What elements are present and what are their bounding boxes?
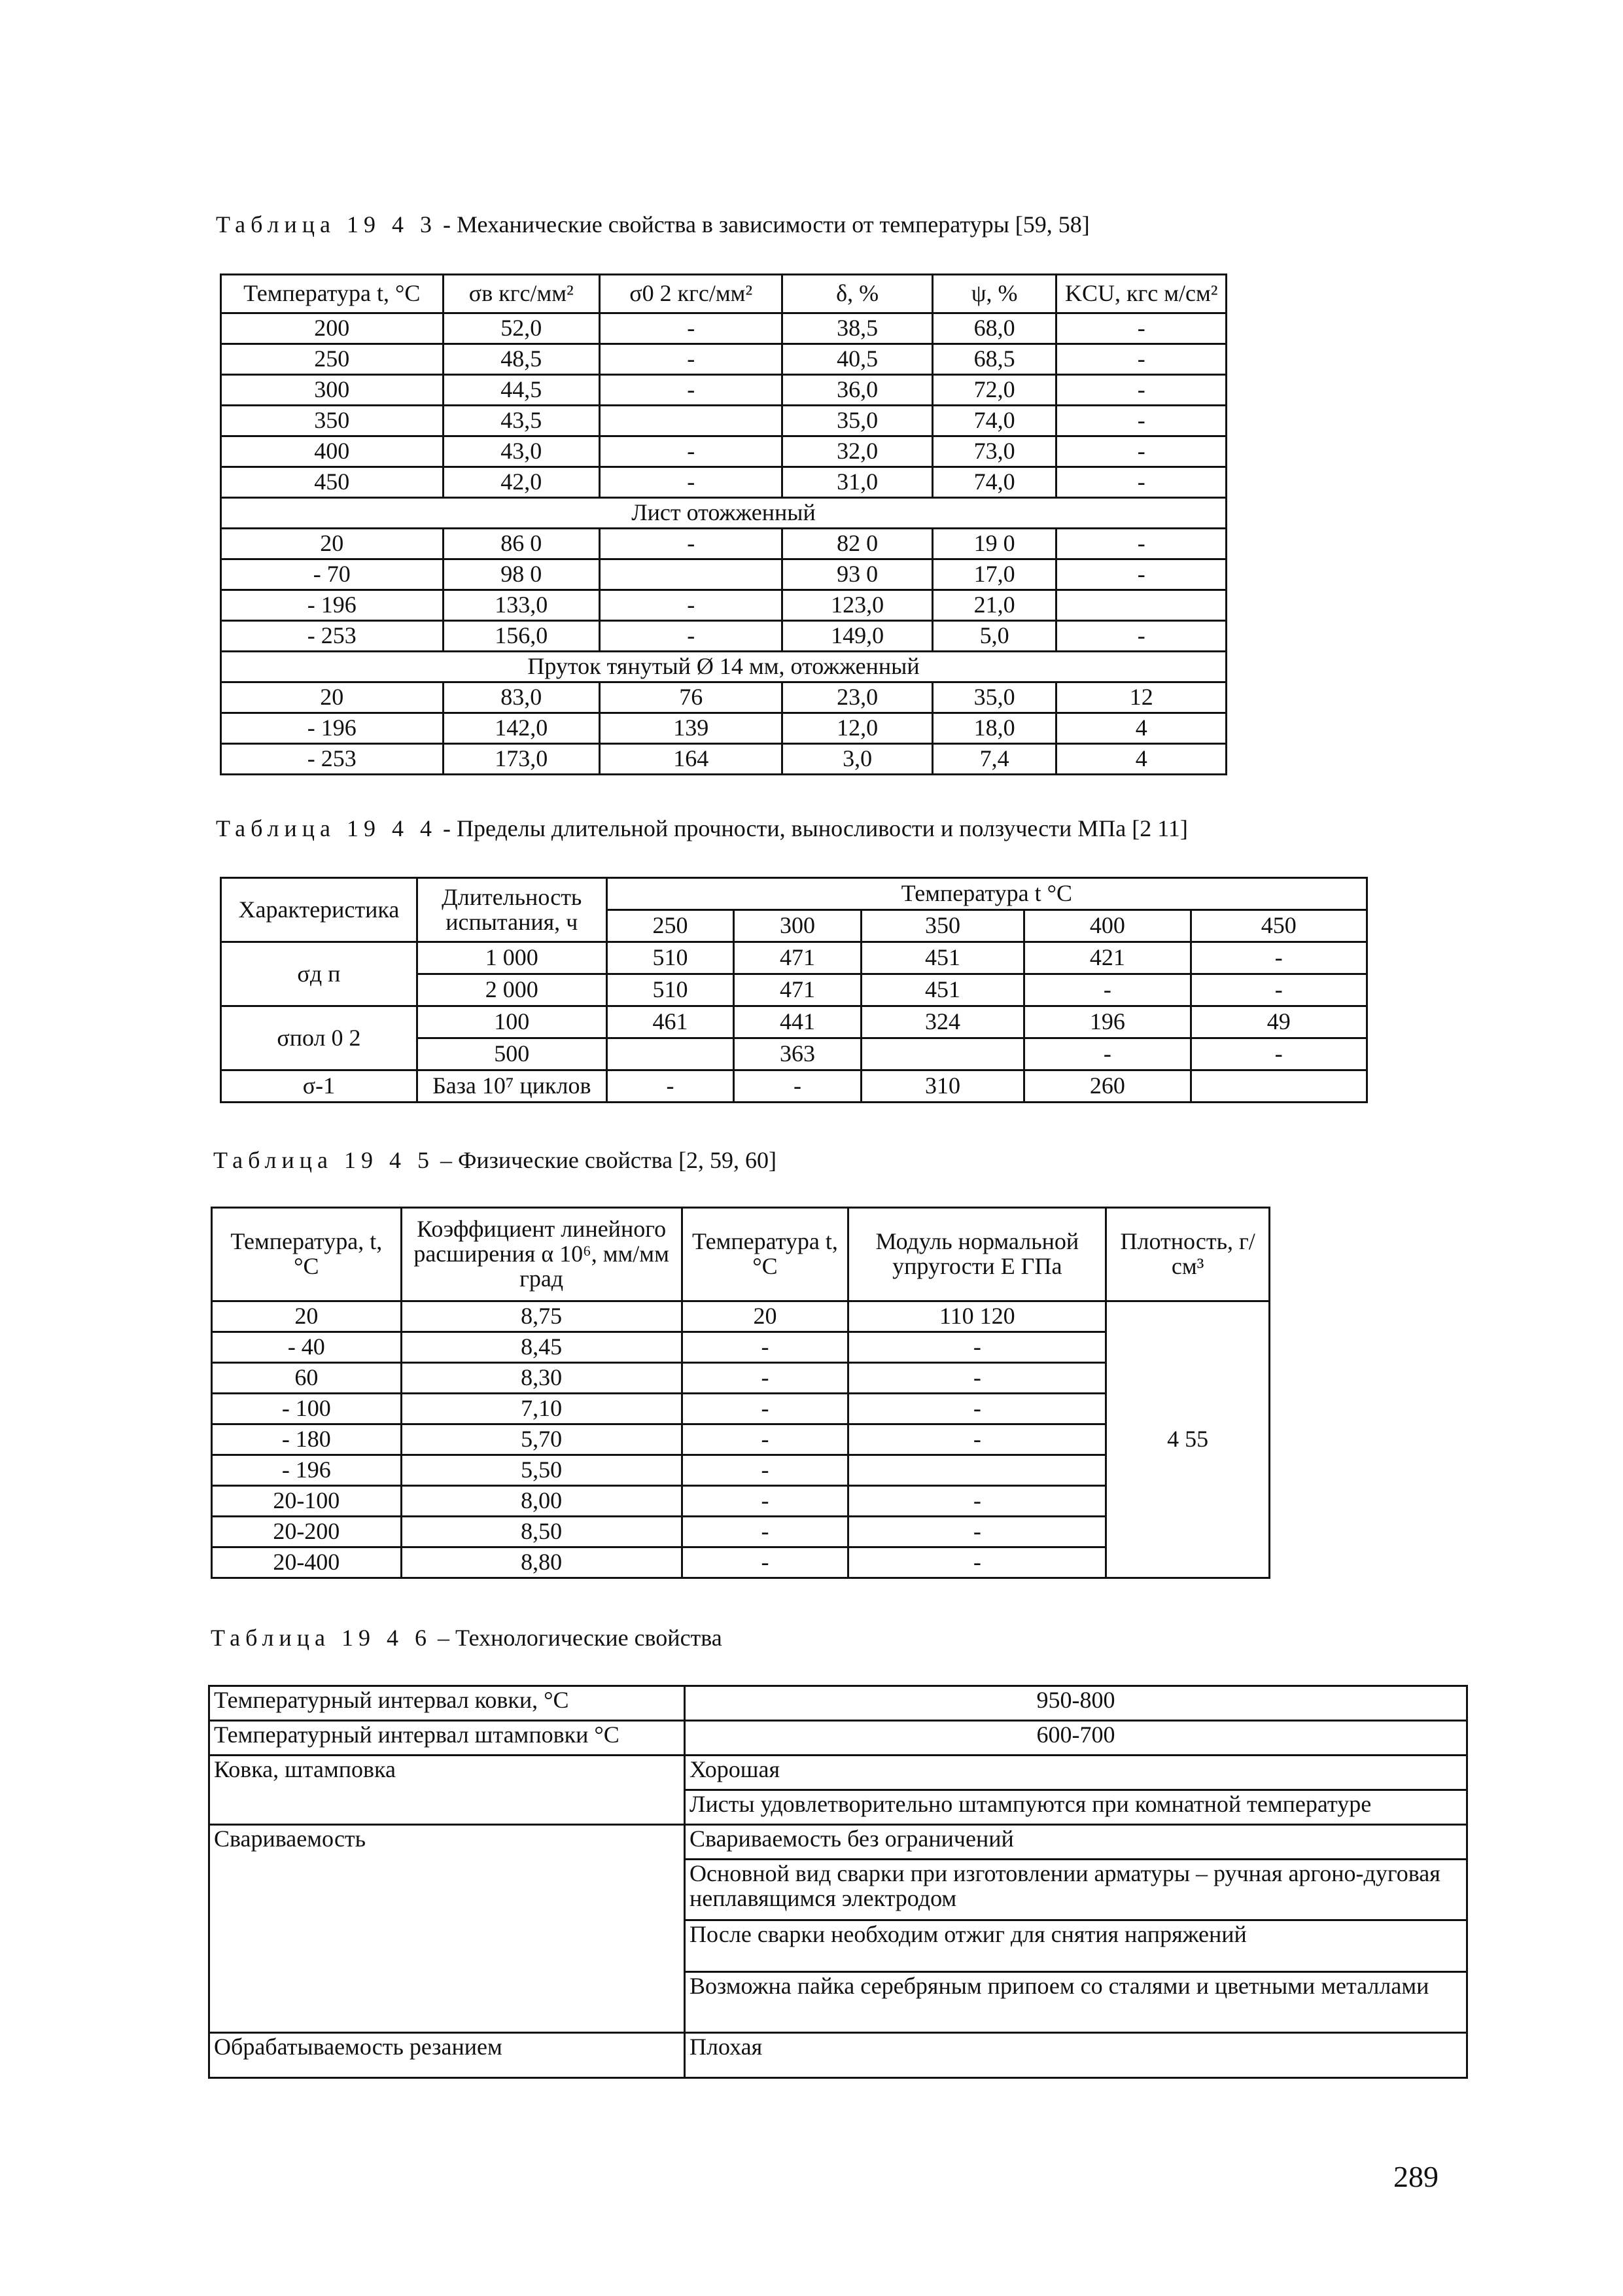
t1-cell: 123,0 bbox=[782, 590, 933, 621]
t2-cell: 510 bbox=[606, 974, 734, 1006]
t1-cell: 73,0 bbox=[932, 436, 1056, 467]
t2-cell: 461 bbox=[606, 1006, 734, 1038]
t2-group-sigma-dp: σд п bbox=[221, 942, 417, 1006]
t3-cell bbox=[848, 1455, 1106, 1486]
t2-cell: - bbox=[1191, 942, 1367, 974]
t2-cell: 260 bbox=[1024, 1070, 1191, 1103]
t1-cell: 450 bbox=[221, 467, 444, 498]
t1-header-sigma-02: σ0 2 кгс/мм² bbox=[600, 275, 782, 313]
t2-cell: - bbox=[1191, 1038, 1367, 1070]
t4-value-stamping-range: 600-700 bbox=[685, 1721, 1467, 1756]
t1-cell: - 70 bbox=[221, 559, 444, 590]
t1-cell: - 253 bbox=[221, 621, 444, 652]
t3-header-expansion: Коэффициент линейного расширения α 10⁶, мм/мм град bbox=[401, 1208, 682, 1301]
table-1943-caption-text: - Механические свойства в зависимости от температуры [59, 58] bbox=[442, 211, 1090, 238]
t1-cell: 164 bbox=[600, 744, 782, 775]
t1-cell: 68,5 bbox=[932, 344, 1056, 375]
t1-cell: - bbox=[600, 529, 782, 559]
t3-cell: - bbox=[848, 1517, 1106, 1547]
t1-cell: 23,0 bbox=[782, 682, 933, 713]
t1-cell: 35,0 bbox=[932, 682, 1056, 713]
t1-cell: 43,5 bbox=[443, 406, 600, 436]
t1-cell: - bbox=[1056, 467, 1227, 498]
t2-cell: 49 bbox=[1191, 1006, 1367, 1038]
t3-header-temp2: Температура t, °С bbox=[682, 1208, 848, 1301]
t1-cell bbox=[1056, 590, 1227, 621]
t1-cell: 31,0 bbox=[782, 467, 933, 498]
t3-cell: 5,50 bbox=[401, 1455, 682, 1486]
t1-cell: 98 0 bbox=[443, 559, 600, 590]
t1-row bbox=[221, 467, 1227, 498]
t2-cell: 471 bbox=[734, 974, 862, 1006]
t1-cell: - bbox=[1056, 344, 1227, 375]
t3-cell: 20-200 bbox=[212, 1517, 402, 1547]
t3-cell: - bbox=[848, 1363, 1106, 1394]
t1-row bbox=[221, 744, 1227, 775]
t1-cell: 20 bbox=[221, 529, 444, 559]
t1-cell: 18,0 bbox=[932, 713, 1056, 744]
t3-cell: - bbox=[682, 1394, 848, 1424]
t2-cell: 196 bbox=[1024, 1006, 1191, 1038]
t2-temp-250: 250 bbox=[606, 910, 734, 942]
t2-temp-300: 300 bbox=[734, 910, 862, 942]
t1-cell: 156,0 bbox=[443, 621, 600, 652]
t2-cell: - bbox=[606, 1070, 734, 1103]
t1-row bbox=[221, 590, 1227, 621]
t3-cell: - 180 bbox=[212, 1424, 402, 1455]
t2-cell: 324 bbox=[861, 1006, 1024, 1038]
t2-cell: - bbox=[734, 1070, 862, 1103]
t3-cell: 20 bbox=[682, 1301, 848, 1332]
t3-cell: - bbox=[848, 1332, 1106, 1363]
t2-cell bbox=[861, 1038, 1024, 1070]
t2-group-sigma-pol: σпол 0 2 bbox=[221, 1006, 417, 1070]
t3-header-modulus: Модуль нормальной упругости Е ГПа bbox=[848, 1208, 1106, 1301]
t3-cell: 5,70 bbox=[401, 1424, 682, 1455]
t4-label-weldability: Свариваемость bbox=[209, 1825, 685, 2033]
t2-cell: 441 bbox=[734, 1006, 862, 1038]
t3-cell: 8,30 bbox=[401, 1363, 682, 1394]
table-1944-caption bbox=[216, 815, 1188, 842]
t1-cell: 48,5 bbox=[443, 344, 600, 375]
t3-cell: - bbox=[848, 1394, 1106, 1424]
table-1946 bbox=[208, 1685, 1468, 2079]
table-1946-caption bbox=[211, 1624, 722, 1651]
t2-cell: - bbox=[1024, 1038, 1191, 1070]
t3-header-temp: Температура, t, °С bbox=[212, 1208, 402, 1301]
table-1945-caption-prefix: Таблица 19 4 5 bbox=[213, 1147, 434, 1173]
t1-cell: 82 0 bbox=[782, 529, 933, 559]
t3-cell: - bbox=[682, 1332, 848, 1363]
t1-cell: 12,0 bbox=[782, 713, 933, 744]
t1-cell: - 253 bbox=[221, 744, 444, 775]
t1-cell: - bbox=[600, 375, 782, 406]
t1-cell: 133,0 bbox=[443, 590, 600, 621]
t2-header-char: Характеристика bbox=[221, 878, 417, 942]
t1-row bbox=[221, 682, 1227, 713]
t1-cell: 139 bbox=[600, 713, 782, 744]
t3-density-value: 4 55 bbox=[1106, 1301, 1270, 1578]
t3-cell: 7,10 bbox=[401, 1394, 682, 1424]
t3-header-density: Плотность, г/см³ bbox=[1106, 1208, 1270, 1301]
t1-cell: 32,0 bbox=[782, 436, 933, 467]
t1-cell: 44,5 bbox=[443, 375, 600, 406]
t1-cell: 76 bbox=[600, 682, 782, 713]
t3-cell: 8,75 bbox=[401, 1301, 682, 1332]
t3-cell: - bbox=[682, 1547, 848, 1578]
t1-cell bbox=[600, 559, 782, 590]
t3-cell: 8,50 bbox=[401, 1517, 682, 1547]
table-1946-caption-text: – Технологические свойства bbox=[437, 1625, 722, 1651]
t1-cell: 68,0 bbox=[932, 313, 1056, 344]
t1-row bbox=[221, 344, 1227, 375]
t1-cell: - bbox=[1056, 406, 1227, 436]
t1-cell: 4 bbox=[1056, 744, 1227, 775]
t2-cell: - bbox=[1191, 974, 1367, 1006]
t4-value-machining: Плохая bbox=[685, 2033, 1467, 2078]
t1-cell: 5,0 bbox=[932, 621, 1056, 652]
t2-cell: 500 bbox=[417, 1038, 606, 1070]
t3-cell: - bbox=[682, 1363, 848, 1394]
t1-cell: 200 bbox=[221, 313, 444, 344]
t1-cell: 250 bbox=[221, 344, 444, 375]
t4-value-weld-2: Основной вид сварки при изготовлении арматуры – ручная аргоно-дуговая неплавящимся электродом bbox=[685, 1860, 1467, 1920]
t1-row bbox=[221, 559, 1227, 590]
t3-cell: - bbox=[682, 1486, 848, 1517]
t1-cell: - bbox=[1056, 621, 1227, 652]
t1-cell: 74,0 bbox=[932, 467, 1056, 498]
t1-cell: 42,0 bbox=[443, 467, 600, 498]
t2-cell bbox=[1191, 1070, 1367, 1103]
t1-cell: 3,0 bbox=[782, 744, 933, 775]
t2-cell: 2 000 bbox=[417, 974, 606, 1006]
t2-cell: 451 bbox=[861, 974, 1024, 1006]
t1-row bbox=[221, 621, 1227, 652]
table-1945 bbox=[211, 1207, 1270, 1579]
t2-temp-350: 350 bbox=[861, 910, 1024, 942]
t1-cell: 173,0 bbox=[443, 744, 600, 775]
t1-cell: 350 bbox=[221, 406, 444, 436]
t1-cell: 35,0 bbox=[782, 406, 933, 436]
t1-cell: 83,0 bbox=[443, 682, 600, 713]
t2-temp-450: 450 bbox=[1191, 910, 1367, 942]
t2-cell: 451 bbox=[861, 942, 1024, 974]
t4-value-forging-2: Листы удовлетворительно штампуются при комнатной температуре bbox=[685, 1790, 1467, 1825]
table-1943-caption-prefix: Таблица 19 4 3 bbox=[216, 211, 437, 238]
t3-cell: - bbox=[682, 1424, 848, 1455]
t1-cell: - bbox=[600, 313, 782, 344]
t3-cell: 20-100 bbox=[212, 1486, 402, 1517]
t1-cell bbox=[600, 406, 782, 436]
t4-label-forging-range: Температурный интервал ковки, °С bbox=[209, 1686, 685, 1721]
t2-cell: 363 bbox=[734, 1038, 862, 1070]
t1-cell: - bbox=[1056, 436, 1227, 467]
t1-cell: - bbox=[1056, 559, 1227, 590]
t1-cell: 43,0 bbox=[443, 436, 600, 467]
t1-cell: - bbox=[600, 344, 782, 375]
t1-row bbox=[221, 313, 1227, 344]
t3-cell: 8,45 bbox=[401, 1332, 682, 1363]
t1-cell: 21,0 bbox=[932, 590, 1056, 621]
t1-cell: - bbox=[1056, 313, 1227, 344]
table-1944-caption-text: - Пределы длительной прочности, выносливости и ползучести МПа [2 11] bbox=[442, 815, 1188, 841]
t2-cell: - bbox=[1024, 974, 1191, 1006]
t2-cell: 100 bbox=[417, 1006, 606, 1038]
t1-cell: 19 0 bbox=[932, 529, 1056, 559]
t2-header-temp: Температура t °С bbox=[606, 878, 1367, 910]
t1-cell: 86 0 bbox=[443, 529, 600, 559]
table-1943-caption bbox=[216, 211, 1090, 238]
t1-cell: - 196 bbox=[221, 590, 444, 621]
table-1943 bbox=[220, 274, 1227, 775]
t4-value-weld-1: Свариваемость без ограничений bbox=[685, 1825, 1467, 1860]
table-1944 bbox=[220, 877, 1368, 1103]
t4-label-machining: Обрабатываемость резанием bbox=[209, 2033, 685, 2078]
t4-value-forging-range: 950-800 bbox=[685, 1686, 1467, 1721]
t4-label-forging: Ковка, штамповка bbox=[209, 1756, 685, 1825]
t4-value-weld-3: После сварки необходим отжиг для снятия напряжений bbox=[685, 1920, 1467, 1972]
t3-cell: 20-400 bbox=[212, 1547, 402, 1578]
t2-group-sigma-minus1: σ-1 bbox=[221, 1070, 417, 1103]
t3-row bbox=[212, 1301, 1270, 1332]
t3-cell: - bbox=[848, 1486, 1106, 1517]
t1-header-temp: Температура t, °С bbox=[221, 275, 444, 313]
t1-cell: - bbox=[600, 467, 782, 498]
t1-cell: 300 bbox=[221, 375, 444, 406]
t1-cell: - bbox=[600, 436, 782, 467]
t3-cell: - 196 bbox=[212, 1455, 402, 1486]
t1-row bbox=[221, 436, 1227, 467]
t1-cell: 93 0 bbox=[782, 559, 933, 590]
t1-row bbox=[221, 713, 1227, 744]
t2-cell: 471 bbox=[734, 942, 862, 974]
t1-header-psi: ψ, % bbox=[932, 275, 1056, 313]
t2-header-duration: Длительность испытания, ч bbox=[417, 878, 606, 942]
t3-cell: - bbox=[848, 1424, 1106, 1455]
t1-cell: - 196 bbox=[221, 713, 444, 744]
t1-header-sigma-b: σв кгс/мм² bbox=[443, 275, 600, 313]
t3-cell: 8,80 bbox=[401, 1547, 682, 1578]
t1-cell: 40,5 bbox=[782, 344, 933, 375]
t1-row bbox=[221, 406, 1227, 436]
t3-cell: - 40 bbox=[212, 1332, 402, 1363]
t1-section-bar: Пруток тянутый Ø 14 мм, отожженный bbox=[221, 652, 1227, 682]
t1-cell: 400 bbox=[221, 436, 444, 467]
t3-cell: - bbox=[848, 1547, 1106, 1578]
t2-cell: 1 000 bbox=[417, 942, 606, 974]
t2-cell: 510 bbox=[606, 942, 734, 974]
t3-cell: 110 120 bbox=[848, 1301, 1106, 1332]
t4-label-stamping-range: Температурный интервал штамповки °С bbox=[209, 1721, 685, 1756]
t1-cell: 4 bbox=[1056, 713, 1227, 744]
t1-cell: 52,0 bbox=[443, 313, 600, 344]
table-1945-caption bbox=[213, 1146, 777, 1174]
table-1946-caption-prefix: Таблица 19 4 6 bbox=[211, 1625, 432, 1651]
t1-cell: 7,4 bbox=[932, 744, 1056, 775]
t1-cell: 12 bbox=[1056, 682, 1227, 713]
t4-value-weld-4: Возможна пайка серебряным припоем со сталями и цветными металлами bbox=[685, 1972, 1467, 2033]
t3-cell: 8,00 bbox=[401, 1486, 682, 1517]
t1-cell: - bbox=[600, 621, 782, 652]
t1-cell: 72,0 bbox=[932, 375, 1056, 406]
t1-cell: 142,0 bbox=[443, 713, 600, 744]
t1-cell: 17,0 bbox=[932, 559, 1056, 590]
t1-cell: 36,0 bbox=[782, 375, 933, 406]
table-1944-caption-prefix: Таблица 19 4 4 bbox=[216, 815, 437, 841]
t3-cell: 20 bbox=[212, 1301, 402, 1332]
t1-section-sheet: Лист отожженный bbox=[221, 498, 1227, 529]
t1-row bbox=[221, 375, 1227, 406]
t1-cell: - bbox=[1056, 529, 1227, 559]
t2-cell bbox=[606, 1038, 734, 1070]
t2-cell: 310 bbox=[861, 1070, 1024, 1103]
t2-cell: 421 bbox=[1024, 942, 1191, 974]
t3-cell: - bbox=[682, 1517, 848, 1547]
t1-cell: 149,0 bbox=[782, 621, 933, 652]
t1-row bbox=[221, 529, 1227, 559]
t1-cell: - bbox=[600, 590, 782, 621]
t4-value-forging-1: Хорошая bbox=[685, 1756, 1467, 1790]
t1-header-kcu: KCU, кгс м/см² bbox=[1056, 275, 1227, 313]
table-1945-caption-text: – Физические свойства [2, 59, 60] bbox=[440, 1147, 777, 1173]
page-number: 289 bbox=[1393, 2160, 1439, 2193]
t1-cell: 74,0 bbox=[932, 406, 1056, 436]
t1-cell: - bbox=[1056, 375, 1227, 406]
t3-cell: - 100 bbox=[212, 1394, 402, 1424]
t2-temp-400: 400 bbox=[1024, 910, 1191, 942]
t3-cell: - bbox=[682, 1455, 848, 1486]
t1-header-delta: δ, % bbox=[782, 275, 933, 313]
t1-cell: 20 bbox=[221, 682, 444, 713]
t2-cell: База 10⁷ циклов bbox=[417, 1070, 606, 1103]
t3-cell: 60 bbox=[212, 1363, 402, 1394]
t1-cell: 38,5 bbox=[782, 313, 933, 344]
